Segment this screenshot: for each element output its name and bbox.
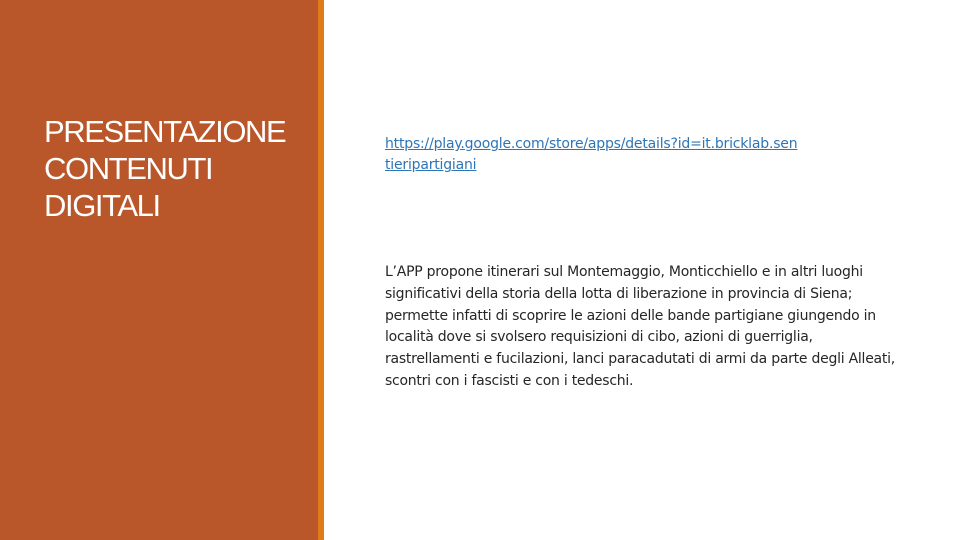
title-panel xyxy=(0,0,318,540)
app-store-link[interactable] xyxy=(385,134,905,176)
slide-title-line-1: PRESENTAZIONE xyxy=(44,114,286,149)
slide-title xyxy=(44,113,304,224)
app-description: L’APP propone itinerari sul Montemaggio, Monticchiello e in altri luoghi significativi della storia della lotta di liberazione in provincia di Siena; permette infatti di scoprire le azioni delle bande partigiane giungendo in località dove si svolsero requisizioni di cibo, azioni di guerriglia, rastrellamenti e fucilazioni, lanci paracadutati di armi da parte degli Alleati, scontri con i fascisti e con i tedeschi. xyxy=(385,264,895,389)
slide-title-line-3: DIGITALI xyxy=(44,188,160,223)
app-store-link-line-1: https://play.google.com/store/apps/details?id=it.bricklab.sen xyxy=(385,136,798,152)
accent-divider xyxy=(318,0,324,540)
slide-title-line-2: CONTENUTI xyxy=(44,151,213,186)
app-store-link-line-2: tieripartigiani xyxy=(385,157,477,173)
